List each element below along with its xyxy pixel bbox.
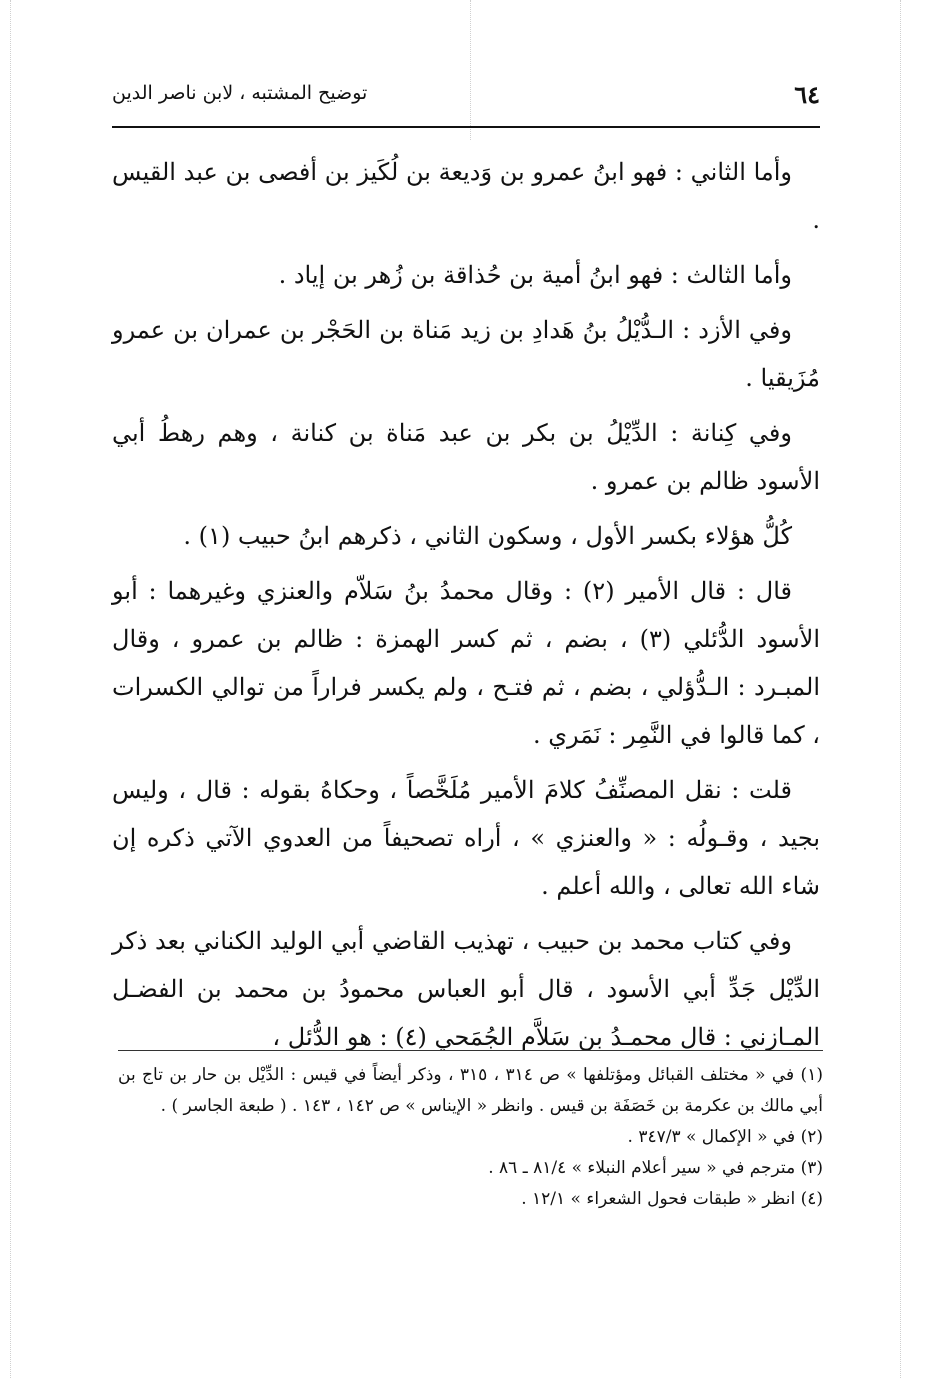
footnote: (٣) مترجم في « سير أعلام النبلاء » ٨١/٤ ـ ٨٦ . [488,1158,823,1178]
scan-dotted-line-right [900,0,901,1378]
paragraph: وفي كتاب محمد بن حبيب ، تهذيب القاضي أبي الوليد الكناني بعد ذكر الدِّيْل جَدِّ أبي الأسود ، قال أبو العباس محمودُ بن محمد بن الفضـل المـازني : قال محمـدُ بن سَلاَّم الجُمَحي (٤) : هو الدُّئل ، [112,927,820,1051]
page-header [112,78,820,124]
footnote-rule [118,1050,823,1051]
paragraph: وفي الأزد : الـدُّيْلُ بنُ هَدادِ بن زيد مَناة بن الحَجْر بن عمران بن عمرو مُزَيقيا . [112,316,820,392]
paragraph: كُلُّ هؤلاء بكسر الأول ، وسكون الثاني ، ذكرهم ابنُ حبيب (١) . [183,522,792,550]
header-rule [112,126,820,128]
footnote: (١) في « مختلف القبائل ومؤتلفها » ص ٣١٤ ، ٣١٥ ، وذكر أيضاً في قيس : الدِّيْل بن حار بن تاج بن أبي مالك بن عكرمة بن خَصَفَة بن قيس . وانظر « الإيناس » ص ١٤٢ ، ١٤٣ . ( طبعة الجاسر ) . [118,1065,823,1116]
scan-dotted-line-left [10,0,11,1378]
footnote: (٢) في « الإكمال » ٣٤٧/٣ . [627,1127,823,1147]
paragraph: قال : قال الأمير (٢) : وقال محمدُ بنُ سَلاّم والعنزي وغيرهما : أبو الأسود الدُّئلي (٣) ، بضم ، ثم كسر الهمزة : ظالم بن عمرو ، وقال المبـرد : الـدُّؤلي ، بضم ، ثم فتـح ، ولم يكسر فراراً من توالي الكسرات ، كما قالوا في النَّمِر : نَمَري . [112,577,820,749]
main-text [112,148,820,1068]
paragraph: وفي كِنانة : الدِّيْلُ بن بكر بن عبد مَناة بن كنانة ، وهم رهطُ أبي الأسود ظالم بن عمرو . [112,419,820,495]
paragraph: قلت : نقل المصنِّفُ كلامَ الأمير مُلَخَّصاً ، وحكاهُ بقوله : قال ، وليس بجيد ، وقـولُه : « والعنزي » ، أراه تصحيفاً من العدوي الآتي ذكره إن شاء الله تعالى ، والله أعلم . [112,776,820,900]
footnote: (٤) انظر « طبقات فحول الشعراء » ١٢/١ . [521,1189,823,1209]
footnotes [118,1060,823,1215]
paragraph: وأما الثالث : فهو ابنُ أمية بن حُذاقة بن زُهر بن إياد . [278,261,792,289]
page-number: ٦٤ [794,80,820,109]
paragraph: وأما الثاني : فهو ابنُ عمرو بن وَديعة بن لُكَيز بن أفصى بن عبد القيس . [112,158,820,234]
running-title: توضيح المشتبه ، لابن ناصر الدين [112,82,368,104]
